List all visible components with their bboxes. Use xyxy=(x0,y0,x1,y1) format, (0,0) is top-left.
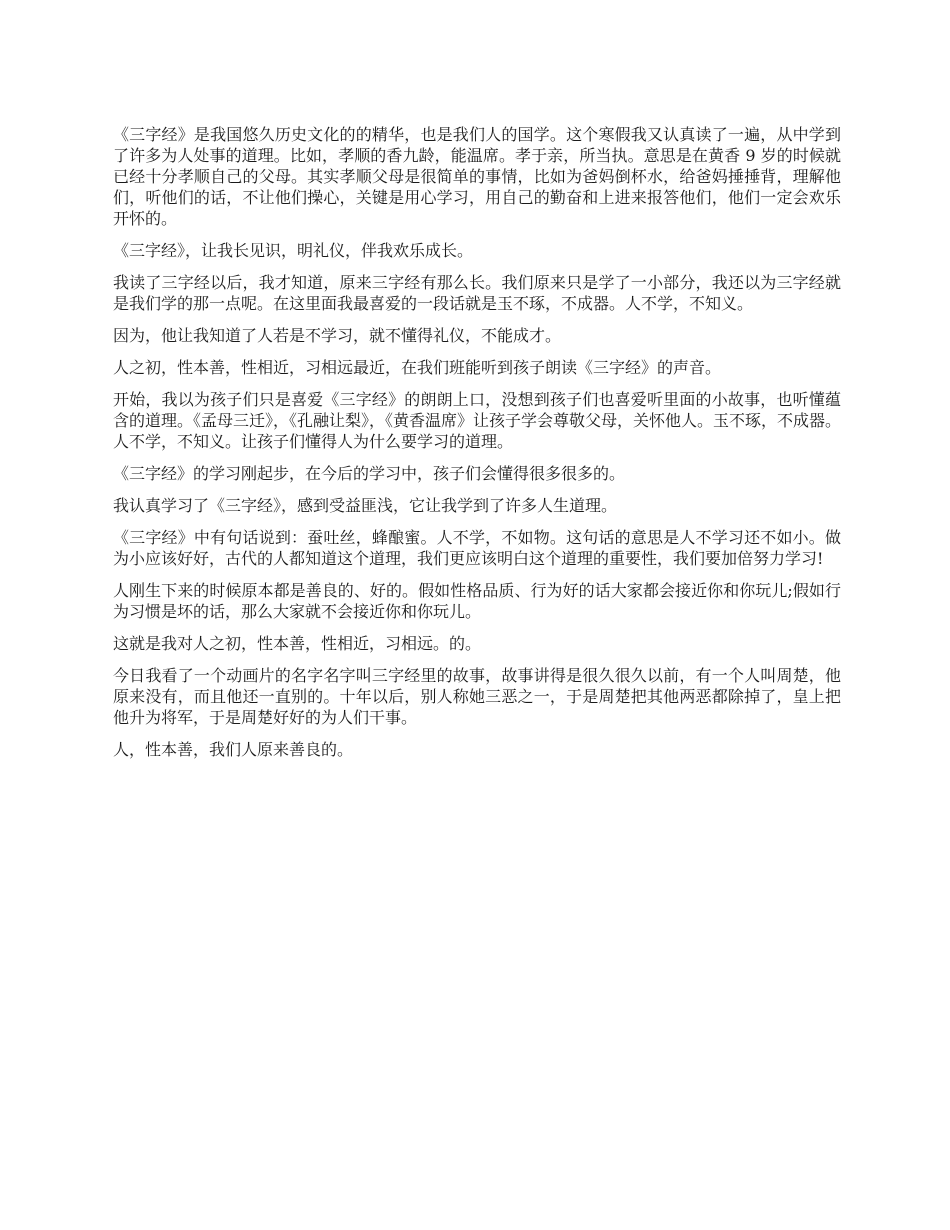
document-body xyxy=(113,124,841,771)
paragraph-2: 《三字经》，让我长见识，明礼仪，伴我欢乐成长。 xyxy=(113,241,474,260)
paragraph-12: 今日我看了一个动画片的名字名字叫三字经里的故事，故事讲得是很久很久以前，有一个人叫周楚，他原来没有，而且他还一直别的。十年以后，别人称她三恶之一，于是周楚把其他两恶都除掉了，皇上把他升为将军，于是周楚好好的为人们干事。 xyxy=(113,666,841,727)
paragraph-7: 《三字经》的学习刚起步，在今后的学习中，孩子们会懂得很多很多的。 xyxy=(113,464,626,483)
paragraph-1: 《三字经》是我国悠久历史文化的的精华，也是我们人的国学。这个寒假我又认真读了一遍，从中学到了许多为人处事的道理。比如，孝顺的香九龄，能温席。孝于亲，所当执。意思是在黄香 9 岁的时候就已经十分孝顺自己的父母。其实孝顺父母是很简单的事情，比如为爸妈倒杯水，给爸妈捶捶背，理解他们，听他们的话，不让他们操心，关键是用心学习，用自己的勤奋和上进来报答他们，他们一定会欢乐开怀的。 xyxy=(113,125,841,228)
paragraph-5: 人之初，性本善，性相近，习相远最近，在我们班能听到孩子朗读《三字经》的声音。 xyxy=(113,358,722,377)
paragraph-3: 我读了三字经以后，我才知道，原来三字经有那么长。我们原来只是学了一小部分，我还以为三字经就是我们学的那一点呢。在这里面我最喜爱的一段话就是玉不琢，不成器。人不学，不知义。 xyxy=(113,273,841,313)
paragraph-4: 因为，他让我知道了人若是不学习，就不懂得礼仪，不能成才。 xyxy=(113,326,562,345)
paragraph-8: 我认真学习了《三字经》，感到受益匪浅，它让我学到了许多人生道理。 xyxy=(113,496,618,515)
paragraph-13: 人，性本善，我们人原来善良的。 xyxy=(113,740,354,759)
paragraph-11: 这就是我对人之初，性本善，性相近，习相远。的。 xyxy=(113,634,482,653)
paragraph-9: 《三字经》中有句话说到：蚕吐丝，蜂酿蜜。人不学，不如物。这句话的意思是人不学习还不如小。做为小应该好好，古代的人都知道这个道理，我们更应该明白这个道理的重要性，我们要加倍努力学习! xyxy=(113,528,841,568)
paragraph-6: 开始，我以为孩子们只是喜爱《三字经》的朗朗上口，没想到孩子们也喜爱听里面的小故事，也听懂蕴含的道理。《孟母三迁》，《孔融让梨》，《黄香温席》让孩子学会尊敬父母，关怀他人。玉不琢，不成器。人不学，不知义。让孩子们懂得人为什么要学习的道理。 xyxy=(113,390,842,451)
paragraph-10: 人刚生下来的时候原本都是善良的、好的。假如性格品质、行为好的话大家都会接近你和你玩儿;假如行为习惯是坏的话，那么大家就不会接近你和你玩儿。 xyxy=(113,581,841,621)
